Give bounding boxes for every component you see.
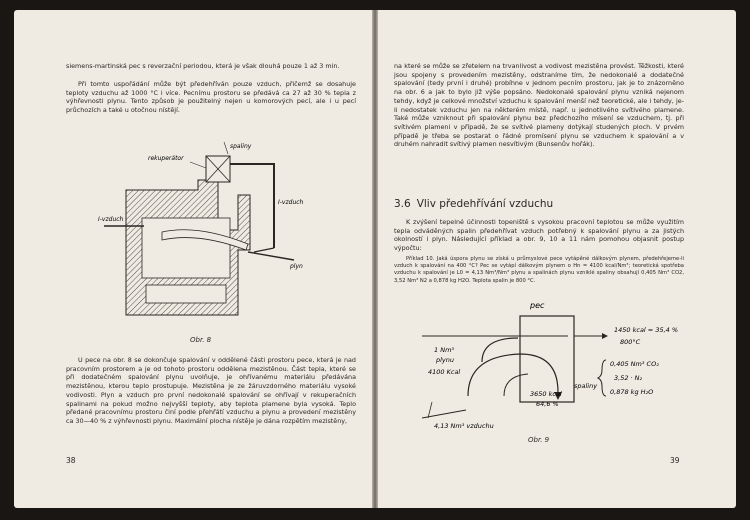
fig8-label-spaliny: spaliny <box>230 143 252 150</box>
fig9-label-pec: pec <box>530 301 545 310</box>
fig9-label-h2o: 0,878 kg H₂O <box>610 388 654 396</box>
fig9-label-plyn-mid: plynu <box>436 356 455 364</box>
fig9-caption: Obr. 9 <box>528 436 550 444</box>
section-heading <box>394 198 553 210</box>
fig8-caption: Obr. 8 <box>190 336 212 344</box>
section-number: 3.6 <box>394 198 411 210</box>
right-page <box>378 10 736 508</box>
fig9-label-co2: 0,405 Nm³ CO₂ <box>610 360 659 368</box>
fig8-label-rekuperator: rekuperátor <box>148 155 184 162</box>
left-para-3: U pece na obr. 8 se dokončuje spalování v oddělené části prostoru pece, která je nad pracovním prostorem a je od tohoto prostoru oddělena mezistěnou. Část tepla, které se při dodatečném spalování plynu uvolňuje, je ohřívanému materiálu předávána mezistěnou, kterou teplo prostupuje. Mezistěna je ze žáruvzdorného materiálu vysoké vodivosti. Plyn a vzduch pro první nedokonalé spalování se ohřívají v rekuperačních spalinami na pokud možno nejvyšší teploty, aby teplota plamene byla vysoká. Teplo předané pracovnímu prostoru činí podle přehřátí vzduchu a plynu a provedení mezistěny ca 30—40 % z výhřevnosti plynu. Maximální plocha nístěje je dána rozpětím mezistěny, <box>66 356 356 425</box>
left-para-top: siemens-martinská pec s reverzační periodou, která je však dlouhá pouze 1 až 3 min. <box>66 62 340 70</box>
fig9-label-plyn-bot: 4100 Kcal <box>428 368 461 376</box>
section-title: Vliv předehřívání vzduchu <box>416 198 554 210</box>
figure-9-heat-flow-diagram <box>408 292 698 432</box>
fig9-label-mid-pct: 64,6 % <box>536 400 559 408</box>
fig9-label-spaliny: spaliny <box>574 382 598 390</box>
fig8-label-plyn: plyn <box>290 263 303 270</box>
figure-8-furnace-diagram <box>98 140 328 330</box>
left-para-2: Při tomto uspořádání může být předehříván pouze vzduch, přičemž se dosahuje teploty vzduchu až 1000 °C i více. Pecnímu prostoru se předává ca 27 až 30 % tepla z výhřevnosti plynu. Tento způsob je použitelný nejen u komorových pecí, ale i u pecí průchozích a také u otočnou nístějí. <box>66 80 356 115</box>
fig9-label-top-right: 1450 kcal = 35,4 % <box>614 326 679 334</box>
left-page-number: 38 <box>66 456 76 465</box>
fig8-label-ivzduch-left: I-vzduch <box>98 216 124 223</box>
fig9-label-n2: 3,52 · N₂ <box>614 374 643 382</box>
fig9-label-vzduch: 4,13 Nm³ vzduchu <box>434 422 494 430</box>
left-page <box>14 10 372 508</box>
right-para-top: na které se může se zřetelem na trvanlivost a vodivost mezistěna provést. Těžkosti, které jsou spojeny s provedením mezistěny, odstraníme tím, že nedokonalé a dodatečné spalování (tedy první i druhé) probíhne v jednom pecním prostoru, jak je to znázorněno na obr. 6 a jak to bylo již výše popsáno. Nedokonalé spalování plynu vzniká nejenom tehdy, když je celkové množství vzduchu k spalování menší než teoretické, ale i tehdy, je-li nedostatek vzduchu jen na některém místě, např. u jednotlivého svítivého plamene. Také může vzniknout při spalování plynu bez předchozího mísení se vzduchem, tj. při svítivém plameni v případě, že se svítivé plameny dotýkají studených ploch. V prvém případě je třeba se postarat o řádné promísení plynu se vzduchem k spalování a v druhém nahradit svítivý plamen nesvítivým (Bunsenův hořák). <box>394 62 684 149</box>
fig9-label-plyn-top: 1 Nm³ <box>434 346 455 354</box>
right-para-intro: K zvýšení tepelné účinnosti topeniště s vysokou pracovní teplotou se může využitím tepla odváděných spalin předehřívat vzduch potřebný k spalování plynu a za jistých okolností i plyn. Následující příklad a obr. 9, 10 a 11 nám pomohou objasnit postup výpočtu: <box>394 218 684 253</box>
fig9-label-top-temp: 800°C <box>620 338 641 346</box>
fig8-label-ivzduch-right: I-vzduch <box>278 199 304 206</box>
right-page-number: 39 <box>670 456 680 465</box>
fig9-label-mid: 3650 kcal <box>530 390 562 398</box>
example-10: Příklad 10. Jaká úspora plynu se získá u průmyslové pece vytápěné dálkovým plynem, předehřejeme-li vzduch k spalování na 400 °C? Pec se vytápí dálkovým plynem o Hn = 4100 kcal/Nm³; teoretická spotřeba vzduchu k spalování je L0 = 4,13 Nm³/Nm³ plynu a spalinách plynu vzniklé spaliny obsahují 0,405 Nm³ CO2, 3,52 Nm³ N2 a 0,878 kg H2O. Teplota spalin je 800 °C. <box>394 256 684 284</box>
